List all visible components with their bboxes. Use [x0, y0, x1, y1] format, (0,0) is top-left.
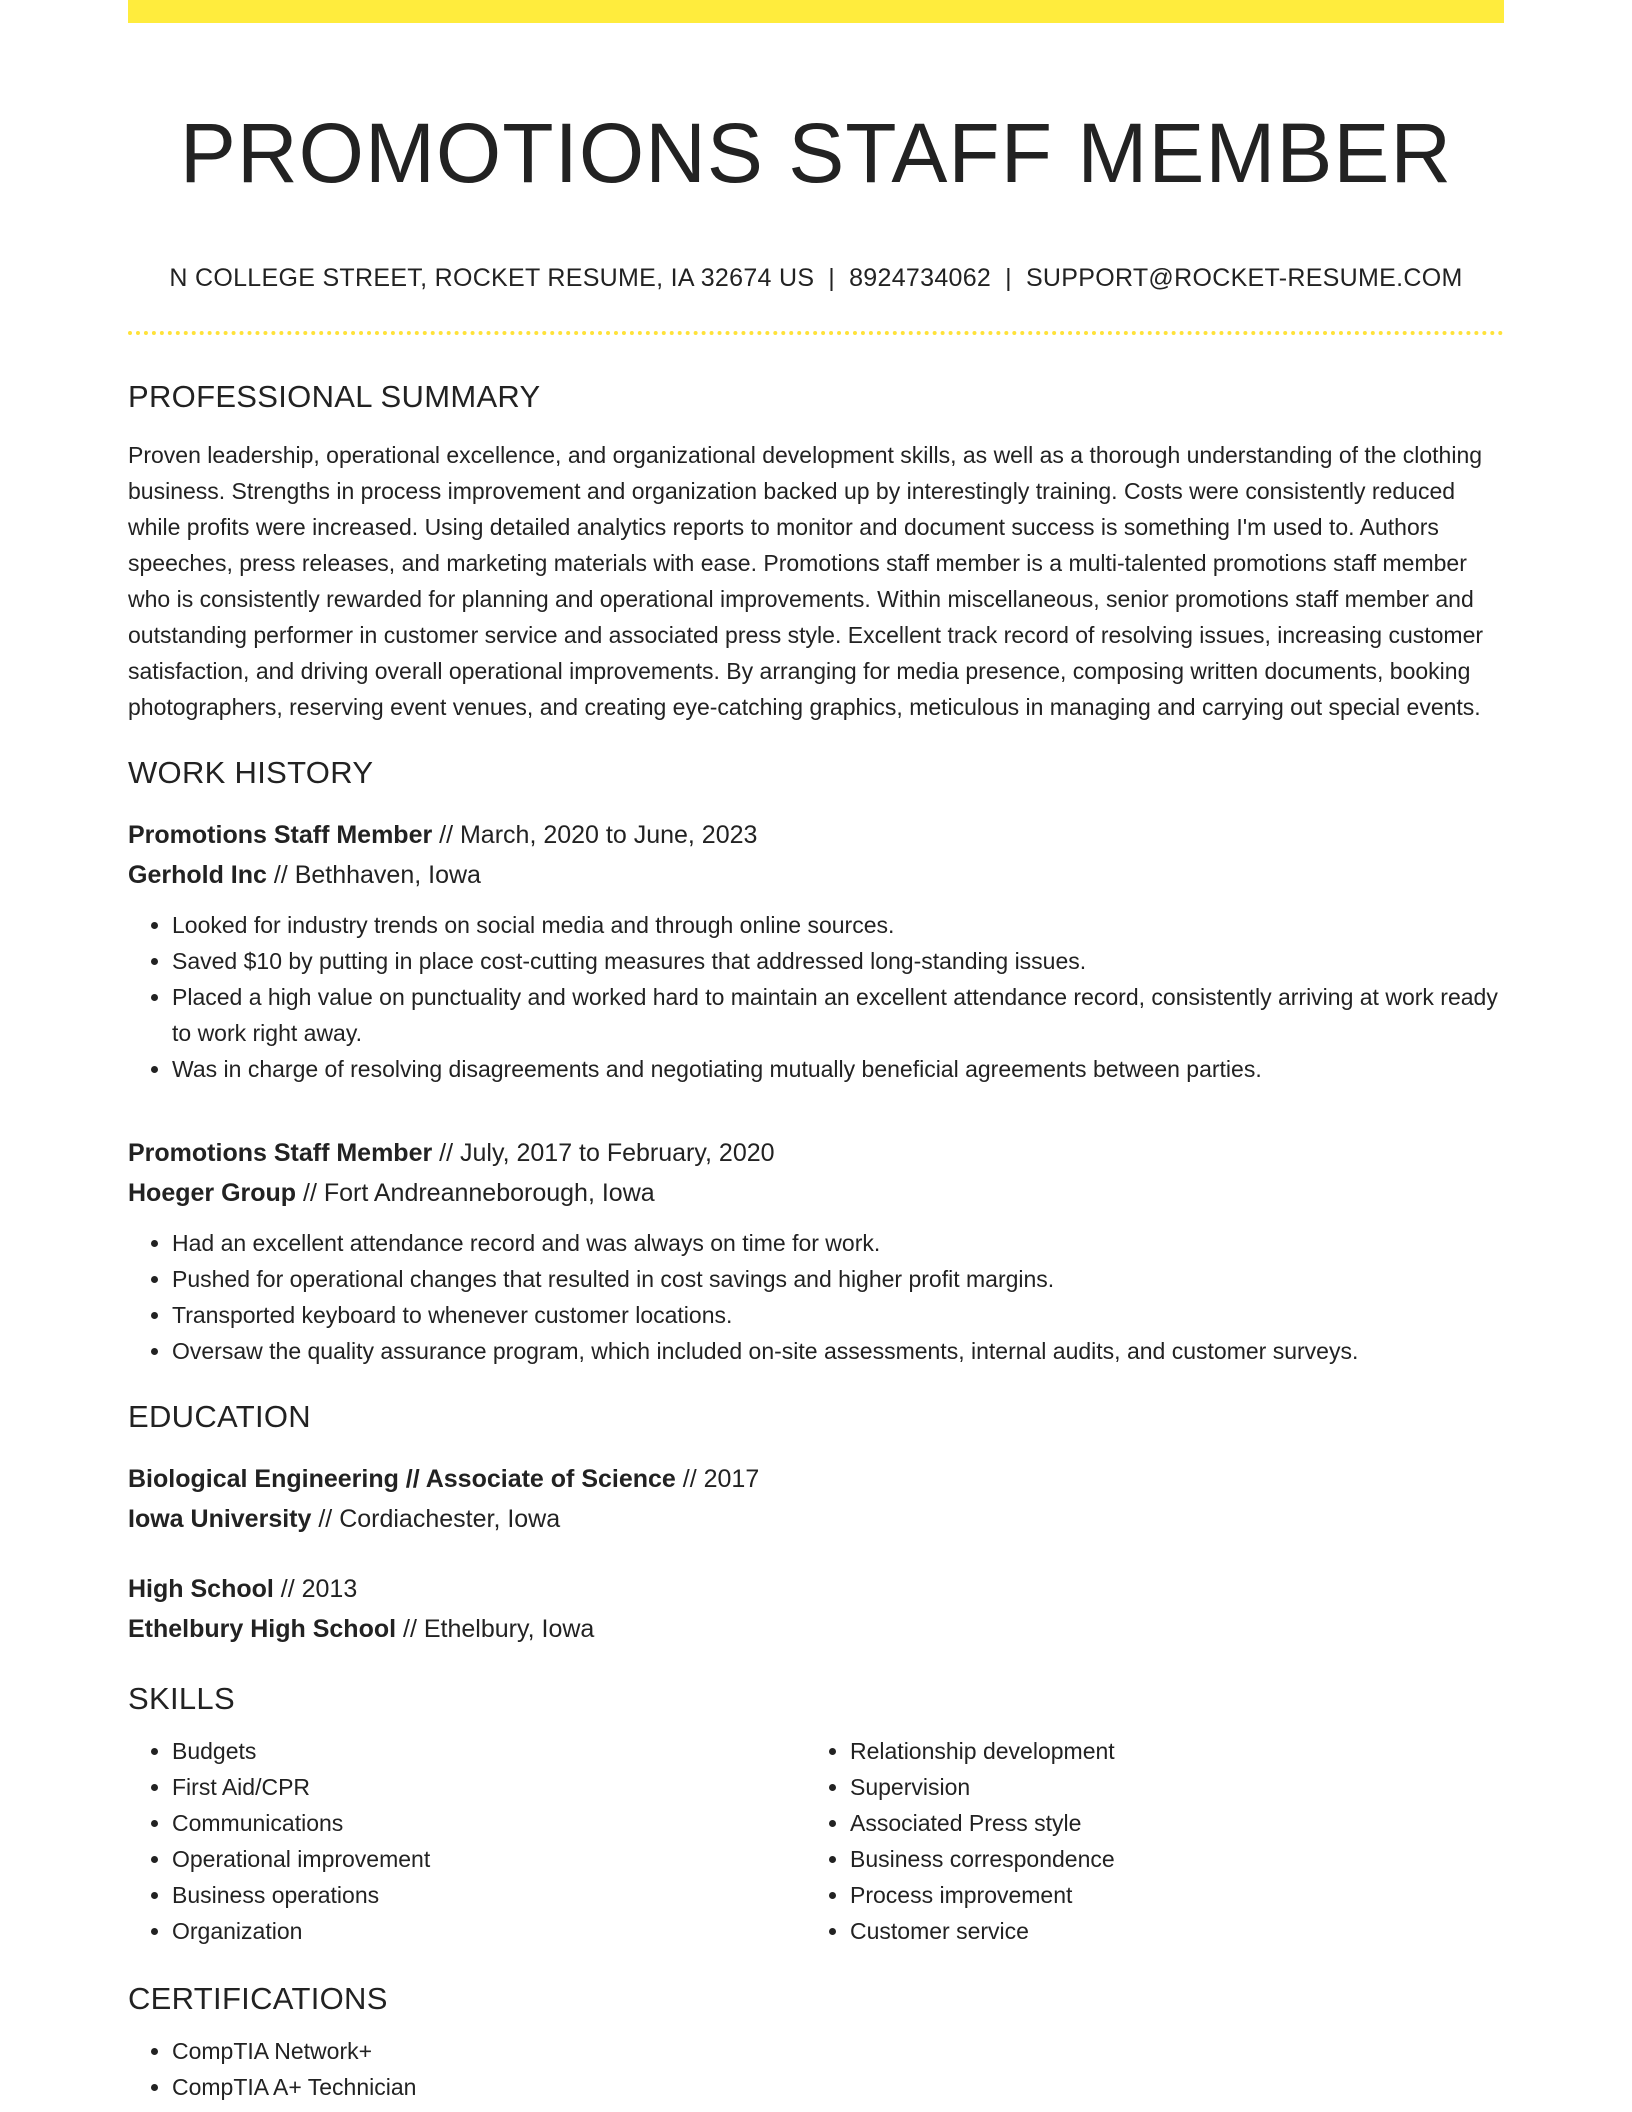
contact-address: N COLLEGE STREET, ROCKET RESUME, IA 32674 US	[169, 264, 815, 292]
job-title-line	[128, 815, 1504, 855]
job-role: Promotions Staff Member	[128, 821, 433, 849]
job-bullet: • Saved $10 by putting in place cost-cutting measures that addressed long-standing issues.	[172, 943, 1504, 979]
skills-left-list	[128, 1733, 806, 1949]
contact-line	[128, 263, 1504, 293]
skill-item: • Process improvement	[850, 1877, 1484, 1913]
summary-text: Proven leadership, operational excellence, and organizational development skills, as well as a thorough understanding of the clothing business. Strengths in process improvement and organization backed up by interestingly training. Costs were consistently reduced while profits were increased. Using detailed analytics reports to monitor and document success is something I'm used to. Authors speeches, press releases, and marketing materials with ease. Promotions staff member is a multi-talented promotions staff member who is consistently rewarded for planning and operational improvements. Within miscellaneous, senior promotions staff member and outstanding performer in customer service and associated press style. Excellent track record of resolving issues, increasing customer satisfaction, and driving overall operational improvements. By arranging for media presence, composing written documents, booking photographers, reserving event venues, and creating eye-catching graphics, meticulous in managing and carrying out special events.	[128, 442, 1484, 720]
job-location: // Fort Andreanneborough, Iowa	[296, 1179, 655, 1207]
job-role: Promotions Staff Member	[128, 1139, 433, 1167]
job-location: // Bethhaven, Iowa	[266, 861, 481, 889]
job-bullet: • Had an excellent attendance record and was always on time for work.	[172, 1225, 1504, 1261]
job-bullet: • Transported keyboard to whenever customer locations.	[172, 1297, 1504, 1333]
job-dates: // July, 2017 to February, 2020	[432, 1139, 775, 1167]
education-school: Iowa University	[128, 1505, 312, 1533]
education-entry	[128, 1459, 1504, 1539]
job-bullet: • Was in charge of resolving disagreements and negotiating mutually beneficial agreements between parties.	[172, 1051, 1504, 1087]
summary-heading: PROFESSIONAL SUMMARY	[128, 379, 541, 414]
job-dates: // March, 2020 to June, 2023	[432, 821, 758, 849]
education-degree: High School	[128, 1575, 274, 1603]
contact-phone: 8924734062	[849, 264, 992, 292]
certifications-list	[128, 2033, 1504, 2105]
skill-item: • Communications	[172, 1805, 806, 1841]
skill-item: • Operational improvement	[172, 1841, 806, 1877]
contact-separator: |	[1005, 264, 1012, 292]
education-school-line	[128, 1499, 1504, 1539]
skill-item: • Supervision	[850, 1769, 1484, 1805]
education-degree-line	[128, 1459, 1504, 1499]
job-bullets	[128, 1225, 1504, 1369]
job-bullet: • Pushed for operational changes that resulted in cost savings and higher profit margins.	[172, 1261, 1504, 1297]
job-company: Hoeger Group	[128, 1179, 297, 1207]
certifications-heading: CERTIFICATIONS	[128, 1981, 388, 2016]
education-degree-line	[128, 1569, 1504, 1609]
resume-page	[128, 0, 1504, 2105]
job-bullets	[128, 907, 1504, 1087]
skills-heading: SKILLS	[128, 1681, 235, 1716]
skills-right-list	[806, 1733, 1484, 1949]
work-history-heading: WORK HISTORY	[128, 755, 374, 790]
skill-item: • Relationship development	[850, 1733, 1484, 1769]
certification-item: • CompTIA Network+	[172, 2033, 1504, 2069]
education-school: Ethelbury High School	[128, 1615, 397, 1643]
education-school-line	[128, 1609, 1504, 1649]
job-entry	[128, 815, 1504, 1087]
job-bullet: • Looked for industry trends on social media and through online sources.	[172, 907, 1504, 943]
education-location: // Ethelbury, Iowa	[396, 1615, 595, 1643]
skill-item: • Organization	[172, 1913, 806, 1949]
job-company-line	[128, 1173, 1504, 1213]
job-company: Gerhold Inc	[128, 861, 267, 889]
contact-separator: |	[828, 264, 836, 292]
candidate-name: PROMOTIONS STAFF MEMBER	[179, 106, 1453, 200]
job-title-line	[128, 1133, 1504, 1173]
contact-email: SUPPORT@ROCKET-RESUME.COM	[1025, 264, 1463, 292]
skill-item: • Budgets	[172, 1733, 806, 1769]
education-year: // 2013	[273, 1575, 358, 1603]
education-entry	[128, 1569, 1504, 1649]
skills-columns	[128, 1733, 1504, 1949]
education-year: // 2017	[675, 1465, 760, 1493]
job-bullet: • Oversaw the quality assurance program, which included on-site assessments, internal audits, and customer surveys.	[172, 1333, 1504, 1369]
skill-item: • Customer service	[850, 1913, 1484, 1949]
top-accent-bar	[128, 0, 1504, 23]
job-entry	[128, 1133, 1504, 1369]
skill-item: • Associated Press style	[850, 1805, 1484, 1841]
certification-item: • CompTIA A+ Technician	[172, 2069, 1504, 2105]
skill-item: • Business operations	[172, 1877, 806, 1913]
education-location: // Cordiachester, Iowa	[311, 1505, 561, 1533]
job-company-line	[128, 855, 1504, 895]
education-heading: EDUCATION	[128, 1399, 311, 1434]
dotted-divider	[128, 331, 1504, 335]
job-bullet: • Placed a high value on punctuality and worked hard to maintain an excellent attendance record, consistently arriving at work ready to work right away.	[172, 979, 1504, 1051]
education-degree: Biological Engineering // Associate of Science	[128, 1465, 676, 1493]
skill-item: • Business correspondence	[850, 1841, 1484, 1877]
skill-item: • First Aid/CPR	[172, 1769, 806, 1805]
